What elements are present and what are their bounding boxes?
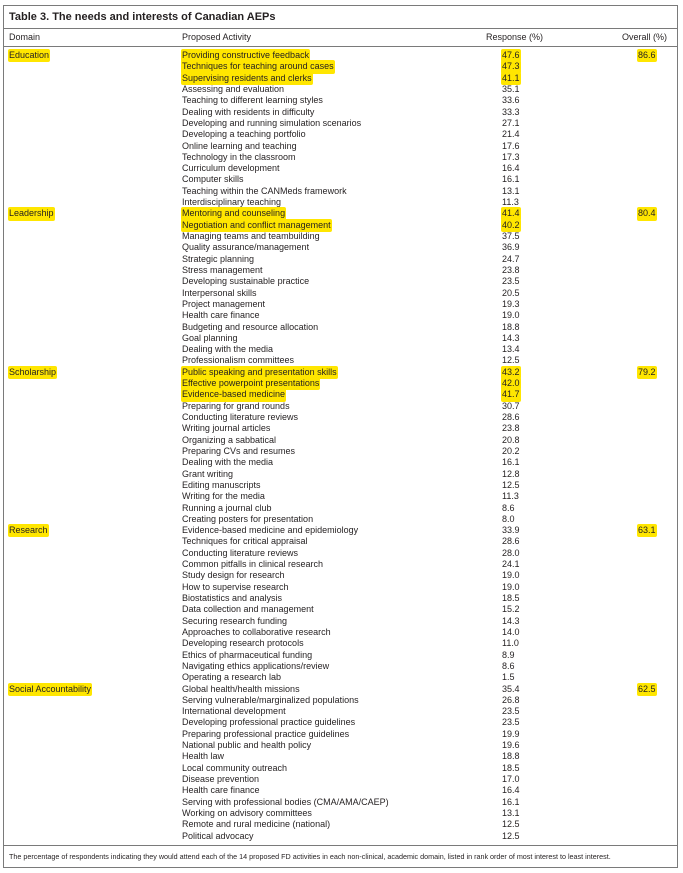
activity-cell: Writing for the media <box>182 491 265 502</box>
table-row <box>4 163 677 174</box>
table-row <box>4 129 677 140</box>
table-row <box>4 367 677 378</box>
response-cell: 41.4 <box>502 208 520 219</box>
response-cell: 23.5 <box>502 717 520 728</box>
response-cell: 42.0 <box>502 378 520 389</box>
table-row <box>4 220 677 231</box>
activity-cell: How to supervise research <box>182 581 289 592</box>
activity-cell: Political advocacy <box>182 830 254 841</box>
activity-cell: Online learning and teaching <box>182 140 297 151</box>
response-cell: 23.5 <box>502 276 520 287</box>
response-cell: 19.0 <box>502 581 520 592</box>
table-row <box>4 242 677 253</box>
overall-cell: 62.5 <box>638 683 656 694</box>
header-response: Response (%) <box>486 32 544 42</box>
table-row <box>4 288 677 299</box>
table-frame <box>3 5 678 868</box>
activity-cell: Global health/health missions <box>182 683 300 694</box>
table-row <box>4 695 677 706</box>
response-cell: 20.8 <box>502 434 520 445</box>
header-rule <box>4 46 677 47</box>
table-row <box>4 95 677 106</box>
response-cell: 26.8 <box>502 694 520 705</box>
table-row <box>4 84 677 95</box>
activity-cell: Writing journal articles <box>182 423 271 434</box>
table-row <box>4 797 677 808</box>
activity-cell: Dealing with the media <box>182 457 274 468</box>
response-cell: 30.7 <box>502 400 520 411</box>
response-cell: 27.1 <box>502 117 520 128</box>
response-cell: 23.5 <box>502 706 520 717</box>
response-cell: 35.4 <box>502 683 520 694</box>
table-row <box>4 118 677 129</box>
response-cell: 16.1 <box>502 457 520 468</box>
response-cell: 14.3 <box>502 332 520 343</box>
table-footnote: The percentage of respondents indicating they would attend each of the 14 proposed FD activities in each non-clinical, academic domain, listed in rank order of most interest to least interest. <box>9 852 611 861</box>
table-row <box>4 774 677 785</box>
activity-cell: Technology in the classroom <box>182 151 296 162</box>
table-row <box>4 672 677 683</box>
response-cell: 24.1 <box>502 559 520 570</box>
title-rule <box>4 28 677 29</box>
table-row <box>4 570 677 581</box>
activity-cell: Curriculum development <box>182 163 280 174</box>
activity-cell: Teaching to different learning styles <box>182 95 323 106</box>
domain-cell: Leadership <box>9 208 54 219</box>
overall-cell: 80.4 <box>638 208 656 219</box>
response-cell: 14.3 <box>502 615 520 626</box>
activity-cell: Dealing with residents in difficulty <box>182 106 315 117</box>
response-cell: 28.6 <box>502 536 520 547</box>
response-cell: 40.2 <box>502 219 520 230</box>
activity-cell: Stress management <box>182 264 263 275</box>
table-row <box>4 604 677 615</box>
activity-cell: Health care finance <box>182 785 260 796</box>
activity-cell: Strategic planning <box>182 253 255 264</box>
response-cell: 16.1 <box>502 174 520 185</box>
response-cell: 8.6 <box>502 660 515 671</box>
table-row <box>4 514 677 525</box>
table-row <box>4 740 677 751</box>
activity-cell: Operating a research lab <box>182 672 282 683</box>
activity-cell: Providing constructive feedback <box>182 50 310 60</box>
response-cell: 16.1 <box>502 796 520 807</box>
response-cell: 17.6 <box>502 140 520 151</box>
response-cell: 16.4 <box>502 785 520 796</box>
response-cell: 47.6 <box>502 50 520 60</box>
table-row <box>4 763 677 774</box>
response-cell: 18.5 <box>502 762 520 773</box>
table-row <box>4 503 677 514</box>
table-row <box>4 107 677 118</box>
response-cell: 19.0 <box>502 570 520 581</box>
activity-cell: Ethics of pharmaceutical funding <box>182 649 313 660</box>
activity-cell: Approaches to collaborative research <box>182 626 331 637</box>
header-domain: Domain <box>9 32 41 42</box>
activity-cell: Organizing a sabbatical <box>182 434 277 445</box>
activity-cell: Techniques for teaching around cases <box>182 61 334 72</box>
activity-cell: Interdisciplinary teaching <box>182 197 282 208</box>
activity-cell: Serving with professional bodies (CMA/AMA/CAEP) <box>182 796 389 807</box>
domain-cell: Scholarship <box>9 366 57 377</box>
activity-cell: Managing teams and teambuilding <box>182 231 320 241</box>
activity-cell: Working on advisory committees <box>182 807 312 818</box>
table-row <box>4 355 677 366</box>
table-row <box>4 638 677 649</box>
activity-cell: Navigating ethics applications/review <box>182 660 330 671</box>
response-cell: 28.0 <box>502 547 520 558</box>
response-cell: 41.7 <box>502 389 520 400</box>
activity-cell: Interpersonal skills <box>182 287 257 298</box>
table-row <box>4 593 677 604</box>
response-cell: 21.4 <box>502 129 520 140</box>
table-row <box>4 254 677 265</box>
activity-cell: Public speaking and presentation skills <box>182 366 337 377</box>
table-row <box>4 729 677 740</box>
table-row <box>4 808 677 819</box>
table-row <box>4 186 677 197</box>
table-row <box>4 401 677 412</box>
table-row <box>4 616 677 627</box>
response-cell: 41.1 <box>502 72 520 83</box>
table-row <box>4 457 677 468</box>
table-row <box>4 480 677 491</box>
table-row <box>4 310 677 321</box>
activity-cell: International development <box>182 706 286 717</box>
table-row <box>4 717 677 728</box>
activity-cell: Developing sustainable practice <box>182 276 310 287</box>
table-row <box>4 412 677 423</box>
response-cell: 16.4 <box>502 163 520 174</box>
header-activity: Proposed Activity <box>182 32 252 42</box>
table-row <box>4 174 677 185</box>
domain-cell: Social Accountability <box>9 683 92 694</box>
response-cell: 11.3 <box>502 197 519 208</box>
response-cell: 18.8 <box>502 751 520 762</box>
activity-cell: Running a journal club <box>182 502 272 513</box>
response-cell: 33.9 <box>502 525 520 536</box>
response-cell: 19.9 <box>502 728 520 739</box>
response-cell: 8.9 <box>502 649 515 660</box>
response-cell: 18.8 <box>502 321 520 332</box>
table-row <box>4 491 677 502</box>
activity-cell: Evidence-based medicine <box>182 389 286 400</box>
response-cell: 36.9 <box>502 242 520 253</box>
activity-cell: Health care finance <box>182 310 260 321</box>
response-cell: 20.2 <box>502 445 520 456</box>
table-row <box>4 582 677 593</box>
table-row <box>4 435 677 446</box>
table-row <box>4 322 677 333</box>
response-cell: 14.0 <box>502 626 520 637</box>
response-cell: 43.2 <box>502 366 520 377</box>
response-cell: 28.6 <box>502 412 520 422</box>
response-cell: 17.3 <box>502 151 520 162</box>
table-row <box>4 378 677 389</box>
activity-cell: Remote and rural medicine (national) <box>182 819 331 830</box>
table-row <box>4 559 677 570</box>
response-cell: 33.6 <box>502 95 520 106</box>
activity-cell: Project management <box>182 298 266 309</box>
activity-cell: Budgeting and resource allocation <box>182 321 319 332</box>
response-cell: 12.5 <box>502 819 520 830</box>
table-row <box>4 265 677 276</box>
response-cell: 20.5 <box>502 287 520 298</box>
table-row <box>4 650 677 661</box>
table-row <box>4 661 677 672</box>
activity-cell: Data collection and management <box>182 604 314 615</box>
response-cell: 13.1 <box>502 807 520 818</box>
table-row <box>4 231 677 242</box>
response-cell: 33.3 <box>502 106 520 117</box>
response-cell: 19.0 <box>502 310 520 321</box>
table-row <box>4 208 677 219</box>
activity-cell: Grant writing <box>182 468 234 479</box>
response-cell: 11.3 <box>502 491 519 502</box>
table-row <box>4 831 677 842</box>
activity-cell: Mentoring and counseling <box>182 208 286 219</box>
activity-cell: Health law <box>182 751 225 762</box>
response-cell: 11.0 <box>502 638 519 649</box>
activity-cell: Editing manuscripts <box>182 479 261 490</box>
response-cell: 35.1 <box>502 83 520 94</box>
response-cell: 12.5 <box>502 830 520 841</box>
table-row <box>4 446 677 457</box>
response-cell: 1.5 <box>502 672 515 683</box>
response-cell: 19.6 <box>502 740 520 751</box>
activity-cell: Conducting literature reviews <box>182 412 299 422</box>
footnote-rule <box>4 845 677 846</box>
activity-cell: Local community outreach <box>182 762 288 773</box>
table-row <box>4 299 677 310</box>
table-row <box>4 706 677 717</box>
response-cell: 23.8 <box>502 423 520 434</box>
activity-cell: Quality assurance/management <box>182 242 310 253</box>
table-row <box>4 548 677 559</box>
response-cell: 18.5 <box>502 593 520 603</box>
domain-cell: Research <box>9 525 48 536</box>
table-row <box>4 152 677 163</box>
response-cell: 8.0 <box>502 513 515 524</box>
table-row <box>4 61 677 72</box>
response-cell: 13.4 <box>502 344 520 355</box>
activity-cell: Professionalism committees <box>182 355 295 366</box>
table-row <box>4 333 677 344</box>
domain-cell: Education <box>9 50 50 60</box>
activity-cell: Serving vulnerable/marginalized populations <box>182 694 359 705</box>
table-body <box>4 50 677 842</box>
activity-cell: Techniques for critical appraisal <box>182 536 308 547</box>
table-row <box>4 536 677 547</box>
activity-cell: Effective powerpoint presentations <box>182 378 320 389</box>
activity-cell: Developing a teaching portfolio <box>182 129 306 140</box>
response-cell: 23.8 <box>502 264 520 275</box>
overall-cell: 86.6 <box>638 50 656 60</box>
response-cell: 24.7 <box>502 253 520 264</box>
header-overall: Overall (%) <box>622 32 668 42</box>
response-cell: 19.3 <box>502 298 520 309</box>
table-row <box>4 276 677 287</box>
table-row <box>4 751 677 762</box>
table-row <box>4 469 677 480</box>
activity-cell: National public and health policy <box>182 740 312 751</box>
activity-cell: Dealing with the media <box>182 344 274 355</box>
activity-cell: Goal planning <box>182 332 238 343</box>
response-cell: 37.5 <box>502 231 520 241</box>
activity-cell: Common pitfalls in clinical research <box>182 559 324 570</box>
response-cell: 12.8 <box>502 468 520 479</box>
activity-cell: Negotiation and conflict management <box>182 219 331 230</box>
table-row <box>4 525 677 536</box>
response-cell: 8.6 <box>502 502 515 513</box>
activity-cell: Preparing CVs and resumes <box>182 445 296 456</box>
activity-cell: Developing professional practice guidelines <box>182 717 356 728</box>
table-row <box>4 684 677 695</box>
overall-cell: 63.1 <box>638 525 656 536</box>
response-cell: 15.2 <box>502 604 520 615</box>
activity-cell: Study design for research <box>182 570 285 581</box>
table-row <box>4 819 677 830</box>
table-title: Table 3. The needs and interests of Canadian AEPs <box>9 11 276 23</box>
table-row <box>4 344 677 355</box>
activity-cell: Teaching within the CANMeds framework <box>182 185 347 196</box>
table-row <box>4 423 677 434</box>
table-row <box>4 141 677 152</box>
activity-cell: Evidence-based medicine and epidemiology <box>182 525 359 536</box>
response-cell: 13.1 <box>502 185 520 196</box>
activity-cell: Computer skills <box>182 174 244 185</box>
table-row <box>4 197 677 208</box>
table-row <box>4 73 677 84</box>
response-cell: 12.5 <box>502 355 520 366</box>
activity-cell: Conducting literature reviews <box>182 547 299 558</box>
activity-cell: Developing and running simulation scenarios <box>182 117 362 128</box>
table-row <box>4 50 677 61</box>
activity-cell: Securing research funding <box>182 615 288 626</box>
activity-cell: Supervising residents and clerks <box>182 72 312 83</box>
table-row <box>4 627 677 638</box>
activity-cell: Assessing and evaluation <box>182 83 285 94</box>
table-row <box>4 389 677 400</box>
activity-cell: Preparing professional practice guidelines <box>182 728 350 739</box>
response-cell: 47.3 <box>502 61 520 72</box>
response-cell: 12.5 <box>502 479 520 490</box>
activity-cell: Biostatistics and analysis <box>182 593 283 603</box>
activity-cell: Preparing for grand rounds <box>182 400 290 411</box>
overall-cell: 79.2 <box>638 366 656 377</box>
response-cell: 17.0 <box>502 774 520 784</box>
activity-cell: Disease prevention <box>182 774 260 784</box>
activity-cell: Developing research protocols <box>182 638 304 649</box>
activity-cell: Creating posters for presentation <box>182 513 314 524</box>
table-row <box>4 785 677 796</box>
